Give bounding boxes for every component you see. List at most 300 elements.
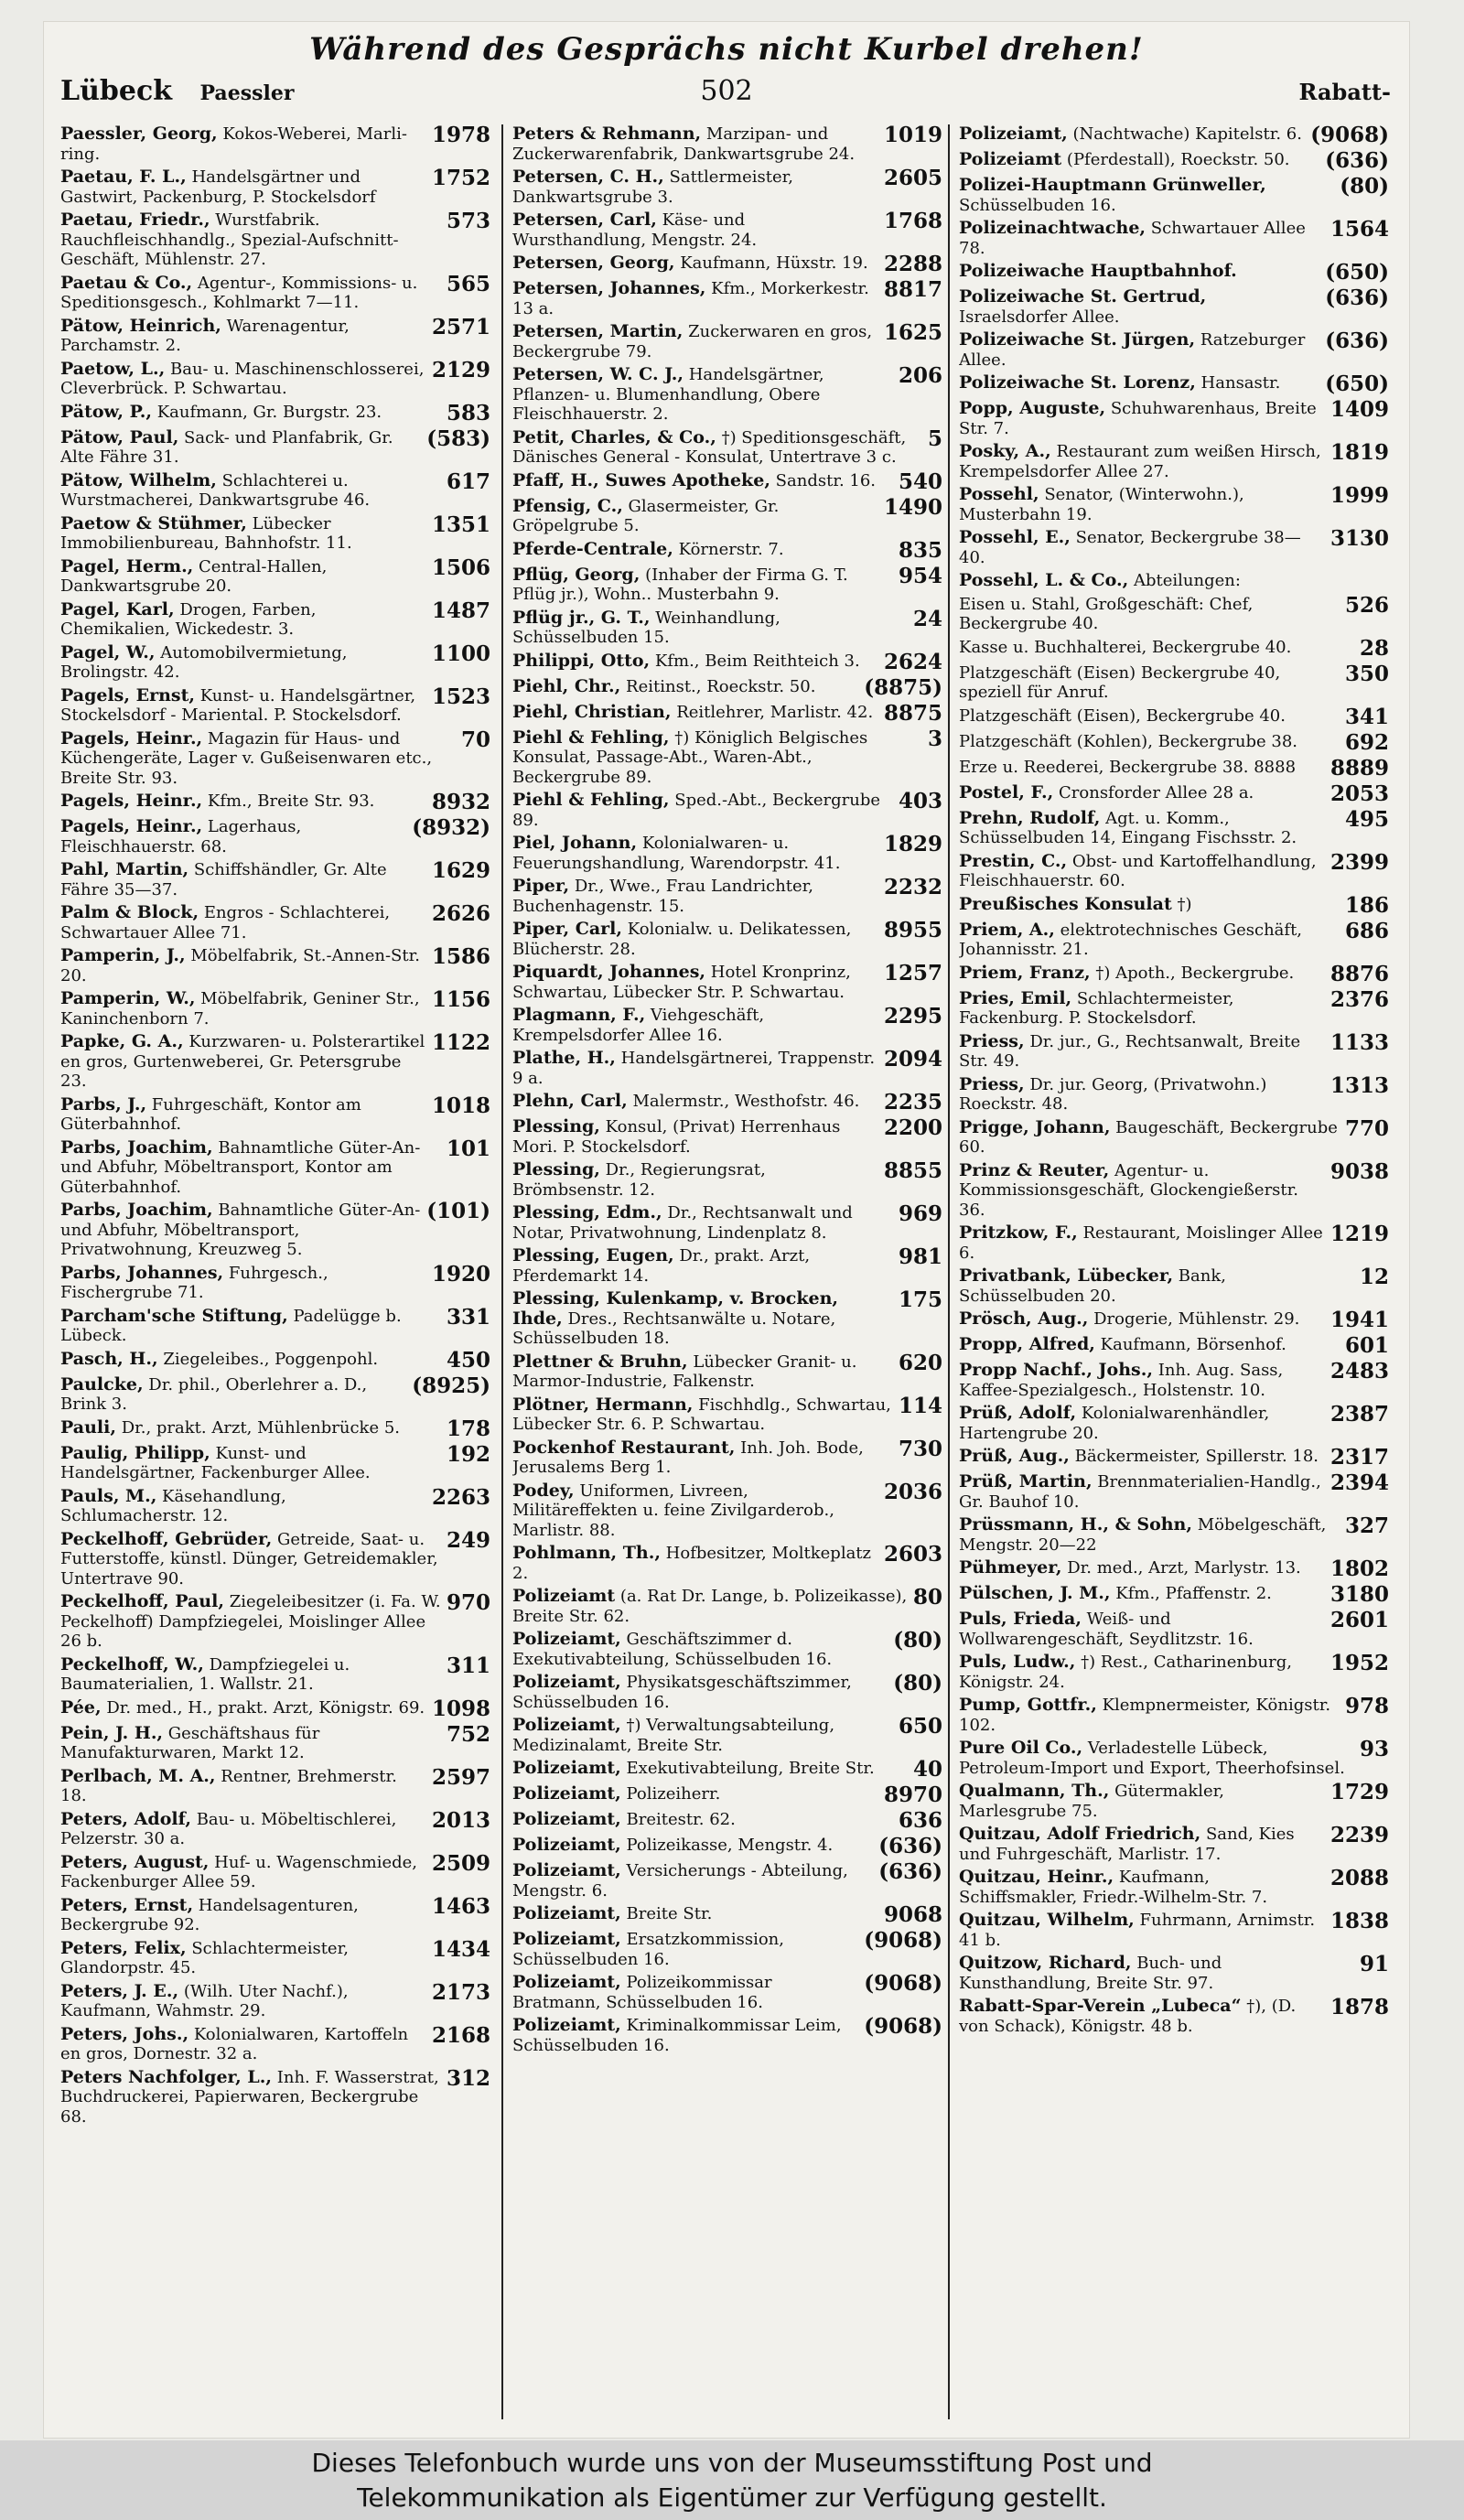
entry-name: Plötner, Hermann,: [512, 1395, 694, 1415]
entry-name: Polizeiamt,: [959, 124, 1068, 144]
page-banner: Während des Gesprächs nicht Kurbel drehen!: [309, 31, 1144, 68]
directory-entry: [512, 1904, 942, 1926]
phone-number: 206: [898, 365, 942, 388]
directory-entry: [512, 1759, 942, 1781]
entry-details: Reitinst., Roeckstr. 50.: [626, 676, 816, 696]
phone-number: (9068): [864, 1930, 942, 1953]
column-divider: [948, 124, 950, 2419]
directory-entry: [60, 989, 490, 1028]
entry-details: Sandstr. 16.: [775, 470, 877, 490]
directory-entry: [60, 1530, 490, 1589]
directory-entry: [959, 1032, 1389, 1072]
phone-number: 1629: [431, 860, 490, 883]
directory-entry: [959, 1161, 1389, 1221]
entry-details: Cronsforder Allee 28 a.: [1059, 782, 1254, 802]
directory-entry: [60, 124, 490, 164]
entry-details: Kriminalkommissar Leim, Schüsselbuden 16.: [512, 2016, 842, 2055]
entry-name: Polizeiamt,: [512, 1673, 621, 1692]
entry-name: Puls, Frieda,: [959, 1610, 1082, 1629]
entry-details: †) Speditionsgeschäft, Dänisches General - Konsulat, Untertrave 3 c.: [512, 427, 907, 467]
entry-name: Pockenhof Restaurant,: [512, 1438, 736, 1458]
entry-name: Paetau & Co.,: [60, 273, 193, 293]
entry-name: Possehl, E.,: [959, 528, 1071, 547]
directory-entry: [959, 1997, 1389, 2036]
entry-details: elektrotechnisches Geschäft, Johannisstr. 21.: [959, 920, 1303, 959]
entry-details: Körnerstr. 7.: [678, 539, 784, 559]
entry-details: Kaufmann, Hüxstr. 19.: [680, 253, 868, 273]
phone-number: 2036: [883, 1481, 942, 1504]
directory-entry: [512, 1092, 942, 1114]
phone-number: 450: [446, 1349, 490, 1372]
phone-number: 954: [898, 565, 942, 588]
phone-number: 2603: [883, 1544, 942, 1567]
directory-entry: [60, 428, 490, 468]
phone-number: (9068): [1310, 124, 1389, 146]
entry-name: Polizeiwache St. Gertrud,: [959, 287, 1207, 307]
directory-entry: [60, 1698, 490, 1720]
directory-entry: [512, 1117, 942, 1157]
directory-entry: [512, 167, 942, 207]
phone-number: 1219: [1329, 1223, 1389, 1246]
entry-details: Hofbesitzer, Moltkeplatz 2.: [512, 1544, 872, 1583]
entry-name: Prüssmann, H., & Sohn,: [959, 1515, 1192, 1535]
phone-number: 620: [898, 1352, 942, 1375]
directory-entry: [959, 964, 1389, 985]
directory-entry: [959, 1782, 1389, 1821]
entry-details: Israelsdorfer Allee.: [959, 307, 1120, 327]
phone-number: 8855: [883, 1160, 942, 1183]
entry-name: Piper, Carl,: [512, 920, 623, 939]
phone-number: 2129: [431, 359, 490, 382]
phone-number: 3180: [1329, 1584, 1389, 1606]
entry-details: Physikatsgeschäftszimmer, Schüsselbuden 16.: [512, 1673, 852, 1712]
entry-name: Pein, J. H.,: [60, 1723, 164, 1743]
directory-entry: [60, 686, 490, 726]
entry-name: Petit, Charles, & Co.,: [512, 427, 716, 447]
entry-details: Kfm., Breite Str. 93.: [207, 792, 375, 811]
phone-number: 617: [446, 470, 490, 494]
phone-number: 1018: [431, 1094, 490, 1118]
directory-entry: [512, 1481, 942, 1541]
entry-details: Fischhdlg., Schwartau, Lübecker Str. 6. P. Schwartau.: [512, 1395, 891, 1434]
entry-name: Perlbach, M. A.,: [60, 1766, 216, 1786]
directory-entry: [959, 1075, 1389, 1115]
entry-name: Plessing, Edm.,: [512, 1203, 662, 1222]
entry-name: Prehn, Rudolf,: [959, 808, 1101, 828]
entry-name: Polizeiwache Hauptbahnhof.: [959, 262, 1237, 281]
directory-entry: [959, 1868, 1389, 1907]
entry-name: Pfaff, H., Suwes Apotheke,: [512, 470, 770, 490]
phone-number: 28: [1359, 637, 1389, 660]
entry-details: Buch- und Kunsthandlung, Breite Str. 97.: [959, 1954, 1222, 1993]
directory-entry: [60, 403, 490, 425]
phone-number: 1523: [431, 685, 490, 709]
directory-entry: [60, 1201, 490, 1260]
directory-entry: [512, 1203, 942, 1243]
entry-name: Priess,: [959, 1031, 1025, 1051]
entry-name: Pagels, Ernst,: [60, 685, 195, 705]
entry-details: Rentner, Brehmerstr. 18.: [60, 1766, 397, 1805]
entry-details: Central-Hallen, Dankwartsgrube 20.: [60, 556, 328, 596]
entry-name: Prinz & Reuter,: [959, 1160, 1110, 1180]
directory-entry: [959, 852, 1389, 891]
entry-details: Sack- und Planfabrik, Gr. Alte Fähre 31.: [60, 427, 393, 467]
entry-details: Lübecker Immobilienbureau, Bahnhofstr. 11.: [60, 513, 352, 553]
entry-name: Pagels, Heinr.,: [60, 817, 203, 836]
entry-name: Parbs, Joachim,: [60, 1137, 213, 1158]
entry-details: Inh. F. Wasserstrat, Buchdruckerei, Papierwaren, Beckergrube 68.: [60, 2067, 439, 2127]
entry-details: Verladestelle Lübeck, Petroleum-Import und Export, Theerhofsinsel.: [959, 1739, 1345, 1778]
entry-name: Postel, F.,: [959, 782, 1054, 802]
entry-name: Parbs, J.,: [60, 1094, 147, 1115]
directory-entry: [60, 1307, 490, 1346]
entry-name: Puls, Ludw.,: [959, 1653, 1076, 1672]
directory-entry: [959, 1118, 1389, 1158]
phone-number: 2483: [1329, 1361, 1389, 1384]
directory-entry: [60, 1264, 490, 1303]
phone-number: 2601: [1329, 1610, 1389, 1632]
entry-name: Polizei-Hauptmann Grünweller,: [959, 176, 1266, 195]
phone-number: 331: [446, 1306, 490, 1330]
directory-entry: [60, 2025, 490, 2064]
entry-name: Papke, G. A.,: [60, 1032, 184, 1051]
phone-number: 1434: [431, 1938, 490, 1962]
entry-details: Handelsgärtner und Gastwirt, Packenburg, P. Stockelsdorf: [60, 167, 376, 207]
entry-name: Parbs, Joachim,: [60, 1201, 213, 1220]
directory-entry: [512, 279, 942, 318]
entry-name: Paetow, L.,: [60, 359, 166, 379]
phone-number: 692: [1344, 731, 1389, 754]
directory-entry: [60, 557, 490, 597]
phone-number: 1819: [1329, 442, 1389, 465]
phone-number: 2295: [883, 1006, 942, 1028]
phone-number: (650): [1325, 262, 1389, 284]
entry-name: Podey,: [512, 1481, 575, 1501]
phone-number: 686: [1344, 920, 1389, 943]
entry-name: Palm & Block,: [60, 903, 199, 922]
phone-number: 583: [446, 402, 490, 425]
entry-name: Peters, August,: [60, 1852, 210, 1872]
entry-details: Abteilungen:: [1133, 571, 1241, 590]
directory-entry: [512, 497, 942, 536]
directory-entry: [512, 1438, 942, 1478]
entry-name: Qualmann, Th.,: [959, 1782, 1110, 1801]
entry-details: Kurzwaren- u. Polsterartikel en gros, Gurtenweberei, Gr. Petersgrube 23.: [60, 1032, 425, 1091]
entry-details: Schlachtermeister, Glandorpstr. 45.: [60, 1938, 349, 1977]
directory-entry: [60, 860, 490, 899]
directory-entry: [60, 600, 490, 640]
entry-details: Eisen u. Stahl, Großgeschäft: Chef, Beckergrube 40.: [959, 594, 1254, 633]
entry-details: Schüsselbuden 16.: [959, 195, 1116, 215]
entry-details: Geschäftszimmer d. Exekutivabteilung, Schüsselbuden 16.: [512, 1630, 833, 1669]
phone-number: 1802: [1329, 1558, 1389, 1580]
phone-number: 2088: [1329, 1868, 1389, 1890]
entry-name: Petersen, Carl,: [512, 210, 657, 230]
entry-details: Lübecker Granit- u. Marmor-Industrie, Falkenstr.: [512, 1352, 857, 1391]
directory-entry: [60, 1810, 490, 1849]
directory-entry: [959, 262, 1389, 284]
phone-number: 2239: [1329, 1825, 1389, 1847]
directory-entry: [959, 921, 1389, 960]
directory-entry: [60, 514, 490, 554]
entry-details: Ratzeburger Allee.: [959, 330, 1306, 370]
entry-details: Inh. Aug. Sass, Kaffee-Spezialgesch., Holstenstr. 10.: [959, 1361, 1284, 1400]
directory-entry: [60, 1896, 490, 1935]
phone-number: 8889: [1329, 757, 1389, 780]
phone-number: 24: [912, 608, 942, 631]
directory-entry: [512, 1246, 942, 1286]
entry-name: Pritzkow, F.,: [959, 1223, 1078, 1243]
entry-details: Dr. med., Arzt, Marlystr. 13.: [1067, 1558, 1301, 1578]
phone-number: 1351: [431, 513, 490, 537]
entry-name: Philippi, Otto,: [512, 651, 651, 671]
phone-number: (636): [1325, 330, 1389, 353]
entry-details: (Pferdestall), Roeckstr. 50.: [1066, 150, 1290, 169]
entry-name: Peters, Johs.,: [60, 2024, 189, 2044]
entry-name: Pauls, M.,: [60, 1486, 157, 1506]
entry-details: Kunst- und Handelsgärtner, Fackenburger Allee.: [60, 1443, 371, 1482]
entry-name: Privatbank, Lübecker,: [959, 1266, 1174, 1286]
entry-details: Dr. phil., Oberlehrer a. D., Brink 3.: [60, 1374, 368, 1414]
phone-number: 978: [1344, 1696, 1389, 1718]
directory-entry: [959, 809, 1389, 848]
directory-entry: [959, 571, 1389, 591]
entry-details: Dr. med., H., prakt. Arzt, Königstr. 69.: [106, 1697, 425, 1718]
directory-entry: [60, 1767, 490, 1806]
directory-entry: [60, 2068, 490, 2127]
entry-details: Bau- u. Maschinenschlosserei, Cleverbrück. P. Schwartau.: [60, 359, 425, 398]
phone-number: 2509: [431, 1852, 490, 1876]
entry-details: Bäckermeister, Spillerstr. 18.: [1074, 1447, 1319, 1466]
phone-number: 1878: [1329, 1997, 1389, 2019]
phone-number: 5: [927, 427, 942, 451]
phone-number: 186: [1344, 894, 1389, 917]
entry-details: Weiß- und Wollwarengeschäft, Seydlitzstr. 16.: [959, 1610, 1254, 1649]
directory-column-1: [60, 124, 490, 2130]
city-name: Lübeck: [60, 75, 173, 107]
entry-name: Pamperin, J.,: [60, 946, 186, 965]
entry-name: Polizeiamt,: [512, 1861, 621, 1880]
directory-entry: [959, 1584, 1389, 1606]
phone-number: (8932): [412, 817, 490, 840]
directory-entry: [60, 946, 490, 985]
phone-number: 3: [927, 727, 942, 751]
entry-name: Quitzau, Heinr.,: [959, 1868, 1114, 1887]
directory-entry: [512, 728, 942, 788]
phone-number: 2624: [883, 651, 942, 673]
entry-details: Marzipan- und Zuckerwarenfabrik, Dankwartsgrube 24.: [512, 124, 856, 164]
entry-details: Agt. u. Komm., Schüsselbuden 14, Eingang Fischsstr. 2.: [959, 808, 1297, 847]
entry-details: Viehgeschäft, Krempelsdorfer Allee 16.: [512, 1006, 765, 1045]
phone-number: 403: [898, 791, 942, 813]
directory-entry: [512, 124, 942, 164]
directory-entry: [959, 1335, 1389, 1357]
entry-name: Pätow, Heinrich,: [60, 316, 221, 336]
entry-details: Reitlehrer, Marlistr. 42.: [676, 702, 874, 722]
entry-details: Sped.-Abt., Beckergrube 89.: [512, 791, 881, 830]
directory-column-3: [959, 124, 1389, 2040]
entry-details: Hotel Kronprinz, Schwartau, Lübecker Str. P. Schwartau.: [512, 963, 851, 1002]
range-end: Rabatt-: [1298, 79, 1391, 105]
directory-entry: [959, 1309, 1389, 1331]
directory-entry: [60, 1939, 490, 1978]
entry-name: Paessler, Georg,: [60, 124, 218, 144]
directory-entry: [959, 1954, 1389, 1993]
directory-entry: [60, 471, 490, 511]
entry-details: Getreide, Saat- u. Futterstoffe, künstl. Dünger, Getreidemakler, Untertrave 90.: [60, 1529, 438, 1588]
entry-name: Priem, A.,: [959, 920, 1055, 940]
entry-details: Fuhrmann, Arnimstr. 41 b.: [959, 1911, 1316, 1950]
entry-name: Pahl, Martin,: [60, 860, 189, 879]
entry-name: Polizeinachtwache,: [959, 219, 1146, 238]
entry-name: Possehl,: [959, 485, 1039, 504]
phone-number: 1768: [883, 210, 942, 233]
entry-name: Polizeiamt,: [512, 1810, 621, 1829]
entry-details: Restaurant, Moislinger Allee 6.: [959, 1223, 1323, 1263]
entry-details: Dr. jur. Georg, (Privatwohn.) Roeckstr. 48.: [959, 1074, 1267, 1114]
directory-entry: [512, 1784, 942, 1806]
directory-entry: [959, 442, 1389, 481]
entry-details: Lagerhaus, Fleischhauerstr. 68.: [60, 817, 302, 856]
directory-entry: [959, 1825, 1389, 1864]
entry-name: Propp, Alfred,: [959, 1335, 1095, 1354]
phone-number: 249: [446, 1529, 490, 1553]
entry-name: Peckelhoff, W.,: [60, 1654, 204, 1675]
directory-entry: [512, 652, 942, 673]
phone-number: 2235: [883, 1092, 942, 1114]
entry-details: Ziegeleibes., Poggenpohl.: [163, 1349, 379, 1369]
directory-entry: [512, 877, 942, 916]
entry-details: (Wilh. Uter Nachf.), Kaufmann, Wahmstr. 29.: [60, 1981, 349, 2020]
entry-details: Platzgeschäft (Eisen), Beckergrube 40.: [959, 705, 1286, 726]
entry-details: †): [1177, 894, 1192, 914]
entry-name: Piel, Johann,: [512, 834, 638, 853]
directory-entry: [512, 1630, 942, 1669]
directory-entry: [959, 1696, 1389, 1735]
directory-entry: [959, 1447, 1389, 1469]
phone-number: 2173: [431, 1981, 490, 2005]
entry-name: Posky, A.,: [959, 442, 1051, 461]
entry-details: Kfm., Morkerkestr. 13 a.: [512, 279, 869, 318]
entry-details: Erze u. Reederei, Beckergrube 38. 8888: [959, 757, 1297, 777]
entry-details: Kolonialwarenhändler, Hartengrube 20.: [959, 1404, 1270, 1443]
phone-number: 8817: [883, 279, 942, 302]
phone-number: 1098: [431, 1697, 490, 1720]
entry-details: Käsehandlung, Schlumacherstr. 12.: [60, 1486, 286, 1525]
entry-details: †) Königlich Belgisches Konsulat, Passage-Abt., Waren-Abt., Beckergrube 89.: [512, 727, 868, 787]
entry-details: Dr. jur., G., Rechtsanwalt, Breite Str. 49.: [959, 1031, 1301, 1071]
directory-entry: [512, 920, 942, 959]
entry-name: Peters, Adolf,: [60, 1809, 191, 1829]
footer-line-2: Telekommunikation als Eigentümer zur Verfügung gestellt.: [357, 2482, 1107, 2513]
phone-number: 3130: [1329, 528, 1389, 551]
entry-name: Quitzau, Adolf Friedrich,: [959, 1825, 1201, 1844]
directory-entry: [512, 1544, 942, 1583]
phone-number: 1838: [1329, 1911, 1389, 1933]
entry-details: Bank, Schüsselbuden 20.: [959, 1266, 1226, 1306]
phone-number: 8876: [1329, 963, 1389, 985]
directory-entry: [60, 817, 490, 856]
entry-name: Quitzow, Richard,: [959, 1954, 1132, 1973]
phone-number: 9068: [883, 1904, 942, 1926]
entry-name: Petersen, C. H.,: [512, 167, 664, 187]
phone-number: 565: [446, 273, 490, 296]
entry-details: Dr., Rechtsanwalt und Notar, Privatwohnung, Lindenplatz 8.: [512, 1203, 853, 1243]
entry-name: Polizeiamt: [512, 1587, 616, 1606]
entry-details: Dampfziegelei u. Baumaterialien, 1. Wallstr. 21.: [60, 1654, 350, 1694]
phone-number: 40: [912, 1759, 942, 1781]
entry-name: Piquardt, Johannes,: [512, 963, 706, 982]
entry-details: Handelsagenturen, Beckergrube 92.: [60, 1895, 359, 1934]
phone-number: 1487: [431, 599, 490, 623]
entry-details: Fuhrgesch., Fischergrube 71.: [60, 1263, 328, 1302]
entry-details: Platzgeschäft (Kohlen), Beckergrube 38.: [959, 731, 1298, 751]
phone-number: 9038: [1329, 1160, 1389, 1184]
entry-details: Drogerie, Mühlenstr. 29.: [1093, 1309, 1300, 1329]
phone-number: 730: [898, 1438, 942, 1461]
directory-entry: [512, 1810, 942, 1832]
phone-number: 341: [1344, 705, 1389, 728]
phone-number: 1586: [431, 946, 490, 969]
directory-entry: [512, 608, 942, 648]
entry-details: Schwartauer Allee 78.: [959, 219, 1306, 258]
directory-entry: [60, 1418, 490, 1440]
phone-number: 540: [898, 470, 942, 493]
entry-details: Möbelfabrik, Geniner Str., Kaninchenborn 7.: [60, 989, 420, 1028]
directory-entry: [60, 903, 490, 942]
entry-name: Pagel, Karl,: [60, 599, 175, 619]
directory-entry: [512, 1861, 942, 1901]
phone-number: 2094: [883, 1049, 942, 1072]
phone-number: 1564: [1329, 219, 1389, 242]
entry-name: Possehl, L. & Co.,: [959, 571, 1129, 590]
entry-name: Paulig, Philipp,: [60, 1443, 210, 1463]
entry-name: Pätow, Paul,: [60, 427, 179, 447]
phone-number: 8875: [883, 702, 942, 725]
entry-details: Ziegeleibesitzer (i. Fa. W. Peckelhoff) Dampfziegelei, Moislinger Allee 26 b.: [60, 1592, 441, 1651]
entry-details: Bahnamtliche Güter-An- und Abfuhr, Möbeltransport, Privatwohnung, Kreuzweg 5.: [60, 1201, 421, 1259]
entry-name: Plehn, Carl,: [512, 1092, 628, 1111]
directory-entry: [959, 287, 1389, 327]
entry-name: Piehl & Fehling,: [512, 727, 670, 748]
directory-entry: [512, 365, 942, 425]
entry-details: Dr., Regierungsrat, Brömbsenstr. 12.: [512, 1160, 766, 1200]
phone-number: 1941: [1329, 1309, 1389, 1331]
entry-details: Fuhrgeschäft, Kontor am Güterbahnhof.: [60, 1094, 361, 1134]
phone-number: 1829: [883, 834, 942, 856]
directory-entry: [512, 1160, 942, 1200]
directory-entry: [959, 895, 1389, 917]
phone-number: (650): [1325, 373, 1389, 395]
directory-entry: [512, 1973, 942, 2012]
directory-entry: [60, 1032, 490, 1092]
directory-entry: [60, 1375, 490, 1415]
directory-entry: [959, 638, 1389, 660]
entry-details: Baugeschäft, Beckergrube 60.: [959, 1117, 1338, 1157]
phone-number: (9068): [864, 2016, 942, 2039]
page-number: 502: [700, 75, 753, 107]
directory-entry: [512, 963, 942, 1002]
entry-name: Pagels, Heinr.,: [60, 792, 203, 811]
entry-details: Kunst- u. Handelsgärtner, Stockelsdorf - Mariental. P. Stockelsdorf.: [60, 685, 416, 725]
entry-name: Peters & Rehmann,: [512, 124, 702, 144]
entry-details: Magazin für Haus- und Küchengeräte, Lager v. Gußeisenwaren etc., Breite Str. 93.: [60, 728, 433, 788]
directory-entry: [959, 595, 1389, 634]
directory-entry: [512, 1006, 942, 1045]
phone-number: 1313: [1329, 1074, 1389, 1098]
entry-details: Breitestr. 62.: [626, 1810, 736, 1829]
entry-details: Inh. Joh. Bode, Jerusalems Berg 1.: [512, 1438, 864, 1477]
